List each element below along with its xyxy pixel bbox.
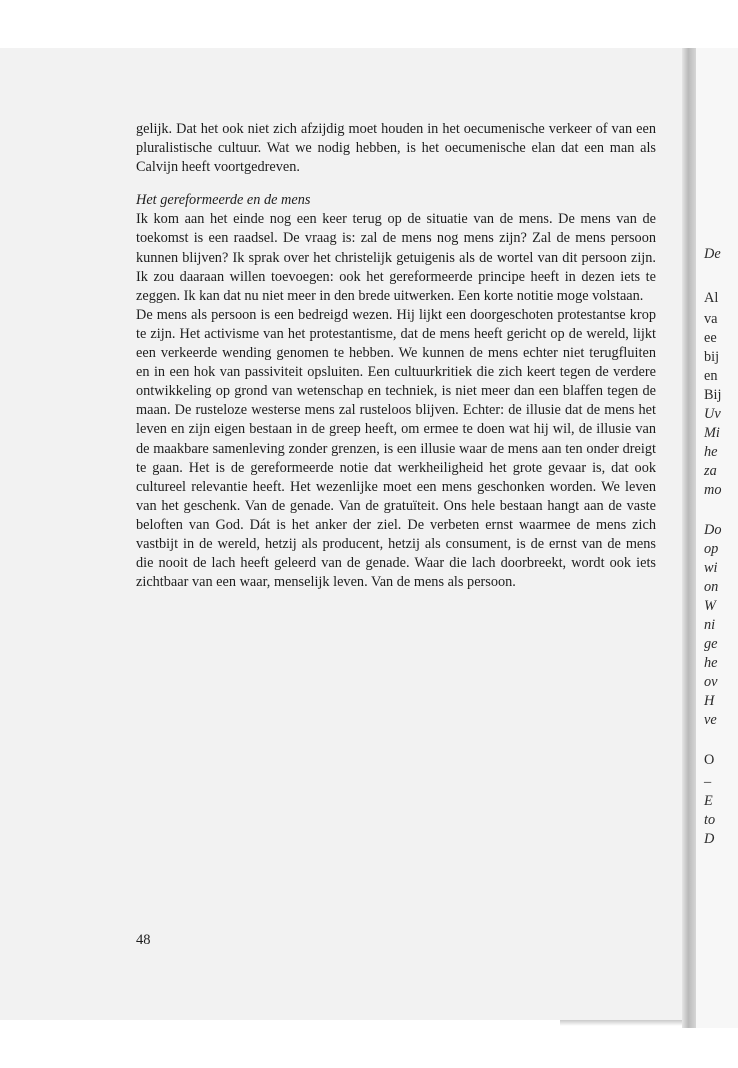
right-page-fragment: op <box>704 541 719 557</box>
right-page-fragment: De <box>704 246 721 262</box>
right-page-fragment: O <box>704 752 715 768</box>
page-number: 48 <box>136 932 151 948</box>
right-page-fragment: ni <box>704 617 716 633</box>
right-page-fragment: E <box>704 793 713 809</box>
right-page-fragment: Al <box>704 290 719 306</box>
right-page-fragment: mo <box>704 482 722 498</box>
right-page-fragment: wi <box>704 560 718 576</box>
right-page-fragment: Uv <box>704 406 721 422</box>
right-page-fragment: Bij <box>704 387 722 403</box>
right-page-fragment: H <box>704 693 715 709</box>
section-heading: Het gereformeerde en de mens <box>136 192 311 209</box>
right-page-fragment: he <box>704 444 718 460</box>
right-page-fragment: Do <box>704 522 722 538</box>
right-page-fragment: he <box>704 655 718 671</box>
paragraph: Ik kom aan het einde nog een keer terug op de situatie van de mens. De mens van de toekomst is een raadsel. De vraag is: zal de mens nog mens zijn? Zal de mens persoon kunnen blijven? Ik sprak over het christelijk getuigenis als de wortel van dit persoon zijn. Ik zou daaraan willen toevoegen: ook het gereformeerde principe heeft in dezen iets te zeggen. Ik kan dat nu niet meer in den brede uitwerken. Een korte notitie moge volstaan. <box>136 211 656 304</box>
right-page-fragment: – <box>704 774 712 790</box>
paragraph: gelijk. Dat het ook niet zich afzijdig moet houden in het oecumenische verkeer of van een pluralistische cultuur. Wat we nodig hebben, is het oecumenische elan dat een man als Calvijn heeft voortgedreven. <box>136 121 656 176</box>
right-page-fragment: Mi <box>704 425 720 441</box>
right-page-fragment: on <box>704 579 719 595</box>
right-page-fragment: ve <box>704 712 717 728</box>
right-page-fragment: va <box>704 311 718 327</box>
right-page-fragment: to <box>704 812 716 828</box>
right-page-fragment: D <box>704 831 715 847</box>
page-edge-shadow <box>560 1020 682 1026</box>
paragraph: De mens als persoon is een bedreigd wezen. Hij lijkt een doorgeschoten protestantse krop te zijn. Het activisme van het protestantisme, dat de mens heeft gericht op de wereld, lijkt een verkeerde wending genomen te hebben. We kunnen de mens echter niet terugfluiten en in een hok van passiviteit opsluiten. Een cultuurkritiek die zich keert tegen de verdere ontwikkeling op grond van wetenschap en techniek, is niet meer dan een blaffen tegen de maan. De rusteloze westerse mens zal rusteloos blijven. Echter: de illusie dat de mens het leven en zijn eigen bestaan in de greep heeft, om ermee te doen wat hij wil, de illusie van de maakbare samenleving zonder grenzen, is een illusie waar de mens aan ten onder dreigt te gaan. Het is de gereformeerde notie dat werkheiligheid het grote gevaar is, dat ook cultureel relevantie heeft. Het wezenlijke moet een mens geschonken worden. We leven van het geschenk. Van de genade. Van de gratuïteit. Ons hele bestaan hangt aan de vaste beloften van God. Dát is het anker der ziel. De verbeten ernst waarmee de mens zich vastbijt in de wereld, hetzij als producent, hetzij als consument, is de ernst van de mens die nooit de lach heeft geleerd van de genade. Waar die lach doorbreekt, wordt ook iets zichtbaar van een waar, menselijk leven. Van de mens als persoon. <box>136 306 656 591</box>
right-page-fragment: za <box>704 463 717 479</box>
right-page-fragment: W <box>704 598 716 614</box>
right-page-fragment: en <box>704 368 718 384</box>
right-page-fragment: ee <box>704 330 717 346</box>
book-gutter <box>682 48 696 1028</box>
body-text <box>136 120 656 592</box>
right-page-fragment: bij <box>704 349 720 365</box>
right-page-fragment: ov <box>704 674 718 690</box>
right-page-fragment: ge <box>704 636 718 652</box>
